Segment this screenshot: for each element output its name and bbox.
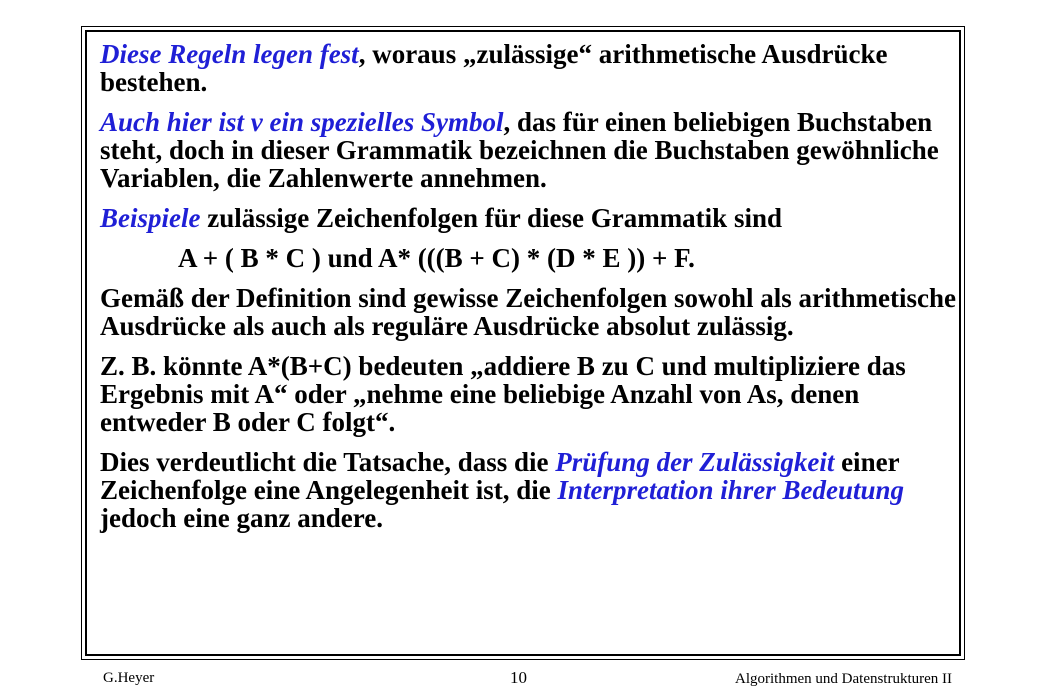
paragraph-1 [100,40,960,96]
body-text: Dies verdeutlicht die Tatsache, dass die [100,447,556,477]
emphasis-text: Beispiele [100,203,201,233]
body-text: , woraus „zulässige“ arithmetische Ausdrücke bestehen. [100,39,888,97]
paragraph-6 [100,352,960,436]
paragraph-5 [100,284,960,340]
body-text: einer Zeichenfolge eine Angelegenheit ist, die [100,447,900,505]
body-text: Z. B. könnte A*(B+C) bedeuten „addiere B zu C und multipliziere das Ergebnis mit A“ oder „nehme eine beliebige Anzahl von As, denen entweder B oder C folgt“. [100,351,906,437]
body-text: , das für einen beliebigen Buchstaben steht, doch in dieser Grammatik bezeichnen die Buchstaben gewöhnliche Variablen, die Zahlenwerte annehmen. [100,107,939,193]
slide-content [100,40,960,544]
emphasis-text: Diese Regeln legen fest [100,39,359,69]
emphasis-text: Prüfung der Zulässigkeit [555,447,835,477]
footer-course-title: Algorithmen und Datenstrukturen II [735,671,953,687]
paragraph-2 [100,108,960,192]
footer-author: G.Heyer [103,670,155,686]
paragraph-3 [100,204,960,232]
emphasis-text: Interpretation ihrer Bedeutung [557,475,905,505]
footer-page-number: 10 [510,668,527,687]
body-text: jedoch eine ganz andere. [100,503,383,533]
body-text: Gemäß der Definition sind gewisse Zeichenfolgen sowohl als arithmetische Ausdrücke als auch als reguläre Ausdrücke absolut zulässig. [100,283,956,341]
formula-line: A + ( B * C ) und A* (((B + C) * (D * E )) + F. [178,243,695,273]
emphasis-text: Auch hier ist v ein spezielles Symbol [100,107,504,137]
body-text: zulässige Zeichenfolgen für diese Grammatik sind [200,203,782,233]
paragraph-7 [100,448,960,532]
